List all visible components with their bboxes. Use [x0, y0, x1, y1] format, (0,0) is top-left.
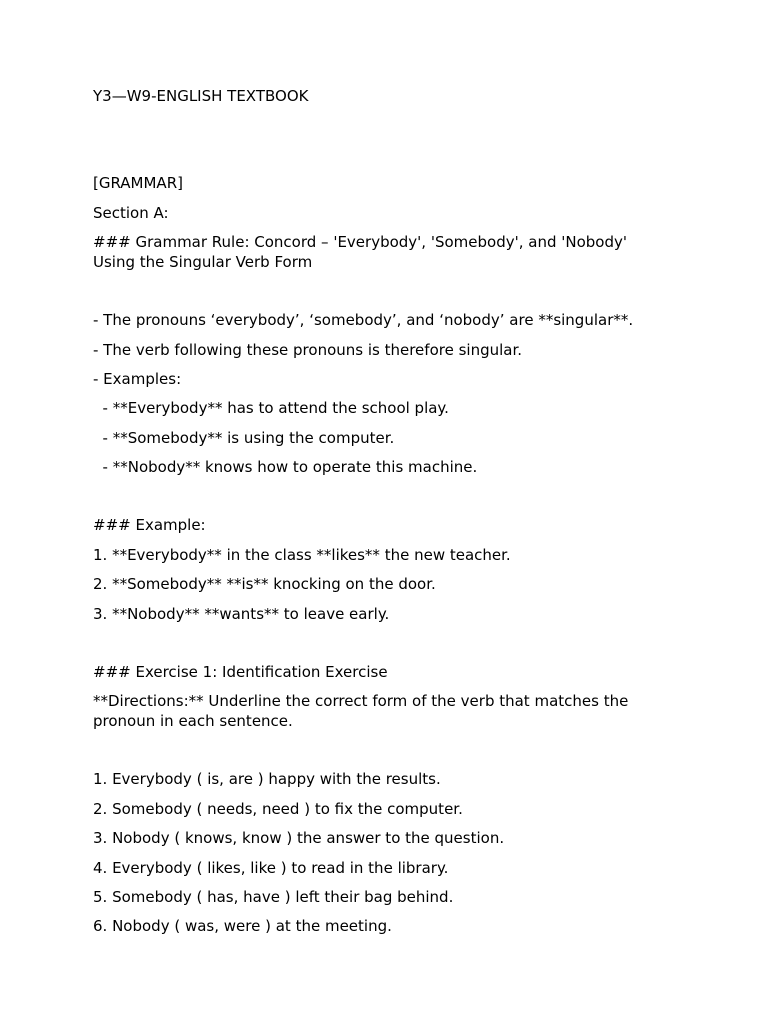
- document-header: Y3—W9-ENGLISH TEXTBOOK: [93, 87, 309, 105]
- exercise-item: 4. Everybody ( likes, like ) to read in the library.: [93, 859, 449, 877]
- exercise-item: 2. Somebody ( needs, need ) to fix the computer.: [93, 800, 463, 818]
- example-item: 1. **Everybody** in the class **likes** the new teacher.: [93, 546, 511, 564]
- rule-point: - The pronouns ‘everybody’, ‘somebody’, and ‘nobody’ are **singular**.: [93, 311, 634, 329]
- rule-example: - **Somebody** is using the computer.: [93, 429, 395, 447]
- exercise-item: 1. Everybody ( is, are ) happy with the results.: [93, 770, 441, 788]
- exercise-heading: ### Exercise 1: Identification Exercise: [93, 663, 388, 681]
- exercise-item: 5. Somebody ( has, have ) left their bag behind.: [93, 888, 454, 906]
- rule-point: - The verb following these pronouns is therefore singular.: [93, 341, 523, 359]
- exercise-directions: **Directions:** Underline the correct form of the verb that matches the pronoun in each sentence.: [93, 692, 634, 730]
- rule-example: - **Nobody** knows how to operate this machine.: [93, 458, 478, 476]
- example-item: 2. **Somebody** **is** knocking on the door.: [93, 575, 436, 593]
- rule-heading: ### Grammar Rule: Concord – 'Everybody', 'Somebody', and 'Nobody' Using the Singular Verb Form: [93, 233, 632, 271]
- grammar-tag: [GRAMMAR]: [93, 174, 183, 192]
- example-item: 3. **Nobody** **wants** to leave early.: [93, 605, 390, 623]
- exercise-item: 6. Nobody ( was, were ) at the meeting.: [93, 917, 392, 935]
- rule-point: - Examples:: [93, 370, 182, 388]
- section-label: Section A:: [93, 204, 169, 222]
- example-heading: ### Example:: [93, 516, 206, 534]
- exercise-item: 3. Nobody ( knows, know ) the answer to the question.: [93, 829, 505, 847]
- rule-example: - **Everybody** has to attend the school play.: [93, 399, 449, 417]
